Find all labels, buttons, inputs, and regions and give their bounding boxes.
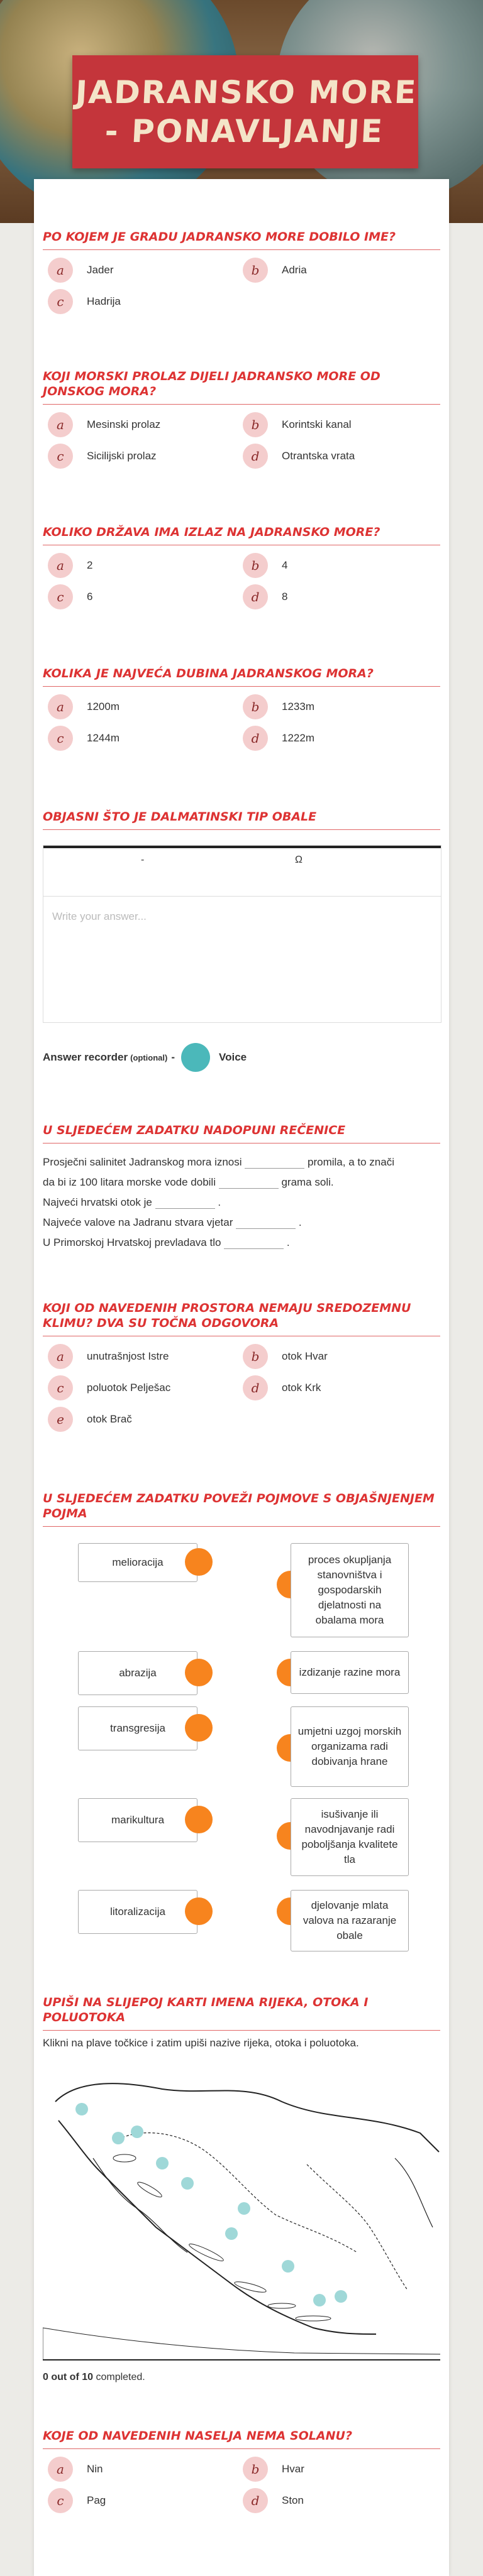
option-d[interactable] [243,584,287,609]
option-text: Hadrija [87,295,121,307]
map-progress [43,2372,145,2383]
option-a[interactable] [48,553,92,578]
option-text: Korintski kanal [282,418,352,430]
blank-map [43,2064,440,2360]
question-title: KOJE OD NAVEDENIH NASELJA NEMA SOLANU? [43,2428,440,2449]
option-b[interactable] [243,553,287,578]
sentence-dot: . [298,1216,302,1228]
option-text: 8 [282,591,288,603]
blank-input[interactable] [236,1217,296,1229]
option-text: Pag [87,2494,106,2506]
map-point[interactable] [225,2227,238,2240]
question-7 [43,1301,440,1438]
option-text: Hvar [282,2463,304,2475]
option-text: 1233m [282,701,314,712]
option-letter: b [243,694,268,719]
option-text: 6 [87,591,93,603]
option-text: otok Krk [282,1382,321,1394]
match-definition[interactable]: proces okupljanja stanovništva i gospodarskih djelatnosti na obalama mora [291,1543,409,1637]
option-a[interactable] [48,412,160,437]
map-point[interactable] [112,2132,125,2144]
answer-textarea[interactable]: Write your answer... [52,910,147,922]
question-title: KOLIKO DRŽAVA IMA IZLAZ NA JADRANSKO MORE? [43,525,440,545]
map-instruction: Klikni na plave točkice i zatim upiši nazive rijeka, otoka i poluotoka. [43,2037,359,2049]
option-text: unutrašnjost Istre [87,1350,169,1362]
worksheet-card [34,179,449,2576]
match-term[interactable]: transgresija [78,1706,197,1750]
option-c[interactable] [48,1375,170,1400]
page-title: JADRANSKO MORE - PONAVLJANJE [74,74,418,150]
fill-in-text [43,1152,440,1253]
option-letter: d [243,1375,268,1400]
option-text: otok Brač [87,1413,132,1425]
map-point[interactable] [181,2177,194,2190]
option-letter: d [243,726,268,751]
question-8 [43,1491,440,1967]
question-5 [43,809,440,1072]
match-definition[interactable]: isušivanje ili navodnjavanje radi poboljšanja kvalitete tla [291,1798,409,1876]
croatia-map-svg [43,2064,440,2359]
option-letter: a [48,694,73,719]
match-term[interactable]: litoralizacija [78,1890,197,1934]
option-letter: b [243,2457,268,2482]
sentence-text: Najveće valove na Jadranu stvara vjetar [43,1216,233,1228]
option-a[interactable] [48,1344,169,1369]
option-text: 1200m [87,701,119,712]
map-point[interactable] [131,2126,143,2138]
map-point[interactable] [75,2103,88,2115]
question-1 [43,229,440,320]
match-term[interactable]: melioracija [78,1543,197,1582]
sentence-text: Prosječni salinitet Jadranskog mora iznosi [43,1156,242,1168]
option-letter: c [48,726,73,751]
match-connector-left[interactable] [185,1897,213,1925]
special-chars-icon[interactable]: Ω [295,854,303,865]
recorder-label: Answer recorder [43,1051,128,1063]
sentence-dot: . [286,1236,290,1248]
matching-area [43,1527,440,1967]
option-letter: c [48,289,73,314]
match-definition[interactable]: izdizanje razine mora [291,1651,409,1694]
blank-input[interactable] [155,1197,215,1209]
option-c[interactable] [48,2488,106,2513]
sentence-dot: . [218,1196,221,1208]
progress-text: completed. [96,2372,145,2382]
option-text: Ston [282,2494,304,2506]
option-c[interactable] [48,726,119,751]
match-connector-left[interactable] [185,1806,213,1833]
blank-input[interactable] [219,1177,279,1189]
voice-record-button[interactable] [181,1043,210,1072]
map-point[interactable] [238,2202,250,2215]
option-letter: b [243,258,268,283]
editor-toolbar [43,848,441,897]
sentence-text: promila, a to znači [308,1156,394,1168]
option-letter: a [48,2457,73,2482]
option-letter: d [243,444,268,469]
option-text: 4 [282,559,288,571]
map-point[interactable] [313,2294,326,2306]
option-text: Mesinski prolaz [87,418,161,430]
blank-input[interactable] [224,1237,284,1249]
answer-editor [43,845,441,1023]
option-c[interactable] [48,444,157,469]
recorder-dash: - [171,1051,175,1063]
option-b[interactable] [243,1344,328,1369]
match-connector-left[interactable] [185,1548,213,1576]
option-letter: b [243,553,268,578]
option-letter: c [48,1375,73,1400]
option-letter: c [48,584,73,609]
blank-input[interactable] [245,1157,304,1169]
option-a[interactable] [48,2457,103,2482]
option-c[interactable] [48,584,92,609]
option-d[interactable] [243,1375,321,1400]
match-term[interactable]: abrazija [78,1651,197,1695]
option-letter: d [243,584,268,609]
option-a[interactable] [48,694,119,719]
option-text: Sicilijski prolaz [87,450,157,462]
question-3 [43,525,440,616]
match-definition[interactable]: djelovanje mlata valova na razaranje obale [291,1890,409,1951]
option-b[interactable] [243,258,307,283]
match-term[interactable]: marikultura [78,1798,197,1842]
option-letter: c [48,2488,73,2513]
option-text: otok Hvar [282,1350,328,1362]
option-b[interactable] [243,2457,304,2482]
option-letter: b [243,1344,268,1369]
question-title: U SLJEDEĆEM ZADATKU POVEŽI POJMOVE S OBJAŠNJENJEM POJMA [43,1491,440,1527]
option-a[interactable] [48,258,114,283]
question-6 [43,1123,440,1253]
option-letter: a [48,412,73,437]
option-letter: a [48,553,73,578]
option-b[interactable] [243,412,352,437]
question-title: OBJASNI ŠTO JE DALMATINSKI TIP OBALE [43,809,440,830]
option-text: 1222m [282,732,314,744]
option-text: 1244m [87,732,119,744]
option-letter: b [243,412,268,437]
option-text: Otrantska vrata [282,450,355,462]
sentence-text: U Primorskoj Hrvatskoj prevladava tlo [43,1236,221,1248]
option-d[interactable] [243,444,355,469]
option-text: poluotok Pelješac [87,1382,171,1394]
match-connector-left[interactable] [185,1659,213,1686]
sentence-text: Najveći hrvatski otok je [43,1196,152,1208]
option-text: Adria [282,264,307,276]
option-text: 2 [87,559,93,571]
option-text: Nin [87,2463,103,2475]
toolbar-dash-button[interactable]: - [141,854,145,865]
sentence-text: da bi iz 100 litara morske vode dobili [43,1176,216,1188]
recorder-optional: (optional) [130,1052,168,1062]
option-d[interactable] [243,2488,304,2513]
question-title: KOJI MORSKI PROLAZ DIJELI JADRANSKO MORE OD JONSKOG MORA? [43,369,440,405]
question-title: KOLIKA JE NAJVEĆA DUBINA JADRANSKOG MORA? [43,666,440,687]
map-point[interactable] [282,2260,294,2273]
option-letter: c [48,444,73,469]
voice-label: Voice [219,1051,247,1063]
question-9 [43,1995,440,2382]
option-b[interactable] [243,694,314,719]
map-points [75,2103,347,2306]
progress-count: 0 out of 10 [43,2372,94,2382]
match-connector-left[interactable] [185,1714,213,1742]
option-e[interactable] [48,1407,132,1432]
question-title: PO KOJEM JE GRADU JADRANSKO MORE DOBILO IME? [43,229,440,250]
answer-recorder [43,1043,440,1072]
map-point[interactable] [156,2157,169,2169]
question-2 [43,369,440,475]
option-c[interactable] [48,289,121,314]
question-title: U SLJEDEĆEM ZADATKU NADOPUNI REČENICE [43,1123,440,1143]
question-10 [43,2428,440,2519]
option-text: Jader [87,264,114,276]
option-letter: a [48,258,73,283]
option-letter: d [243,2488,268,2513]
question-title: KOJI OD NAVEDENIH PROSTORA NEMAJU SREDOZEMNU KLIMU? DVA SU TOČNA ODGOVORA [43,1301,440,1336]
option-letter: e [48,1407,73,1432]
question-4 [43,666,440,757]
match-definition[interactable]: umjetni uzgoj morskih organizama radi dobivanja hrane [291,1706,409,1787]
map-point[interactable] [335,2290,347,2303]
option-d[interactable] [243,726,314,751]
title-banner [72,55,418,168]
sentence-text: grama soli. [281,1176,334,1188]
option-letter: a [48,1344,73,1369]
question-title: UPIŠI NA SLIJEPOJ KARTI IMENA RIJEKA, OTOKA I POLUOTOKA [43,1995,440,2031]
